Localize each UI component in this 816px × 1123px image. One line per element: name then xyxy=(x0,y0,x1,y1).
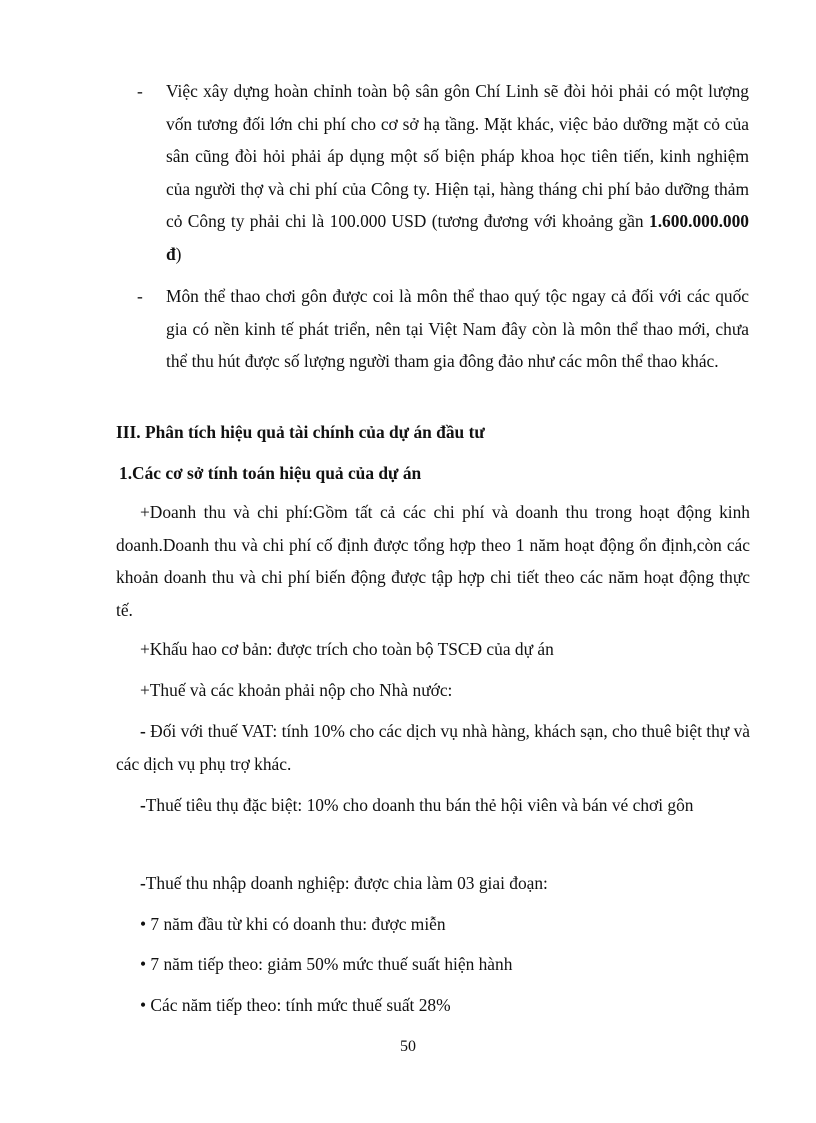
bullet-text: Việc xây dựng hoàn chỉnh toàn bộ sân gôn Chí Linh sẽ đòi hỏi phải có một lượng vốn tương đối lớn chi phí cho cơ sở hạ tầng. Mặt khác, việc bảo dưỡng mặt cỏ của sân cũng đòi hỏi phải áp dụng một số biện pháp khoa học tiên tiến, kinh nghiệm của người thợ và chi phí của Công ty. Hiện tại, hàng tháng chi phí bảo dưỡng thảm cỏ Công ty phải chi là 100.000 USD (tương đương với khoảng gần 1.600.000.000 đ) xyxy=(166,81,749,264)
paragraph-taxes: +Thuế và các khoản phải nộp cho Nhà nước: xyxy=(140,680,453,700)
paragraph-special-tax: -Thuế tiêu thụ đặc biệt: 10% cho doanh thu bán thẻ hội viên và bán vé chơi gôn xyxy=(140,795,694,815)
paragraph-corporate-income-tax: -Thuế thu nhập doanh nghiệp: được chia làm 03 giai đoạn: xyxy=(140,873,548,893)
paragraph-vat: - Đối với thuế VAT: tính 10% cho các dịch vụ nhà hàng, khách sạn, cho thuê biệt thự và các dịch vụ phụ trợ khác. xyxy=(116,721,750,774)
dash-marker: - xyxy=(140,873,146,893)
bullet-item-golf-sport xyxy=(137,280,749,378)
bullet-dash: - xyxy=(137,286,143,306)
dash-marker: - xyxy=(140,721,151,741)
paragraph-revenue-costs: +Doanh thu và chi phí:Gồm tất cả các chi phí và doanh thu trong hoạt động kinh doanh.Doanh thu và chi phí cố định được tổng hợp theo 1 năm hoạt động ổn định,còn các khoản doanh thu và chi phí biến động được tập hợp chi tiết theo các năm hoạt động thực tế. xyxy=(116,502,750,620)
bullet-item-golf-course-costs xyxy=(137,75,749,270)
bold-amount: 1.600.000.000 đ xyxy=(166,211,749,264)
paragraph-depreciation: +Khấu hao cơ bản: được trích cho toàn bộ TSCĐ của dự án xyxy=(140,639,554,659)
dash-marker: - xyxy=(140,795,146,815)
page-number: 50 xyxy=(400,1038,416,1055)
section-heading: III. Phân tích hiệu quả tài chính của dự án đầu tư xyxy=(116,422,485,442)
bullet-text: Môn thể thao chơi gôn được coi là môn thể thao quý tộc ngay cả đối với các quốc gia có nền kinh tế phát triển, nên tại Việt Nam đây còn là môn thể thao mới, chưa thể thu hút được số lượng người tham gia đông đảo như các môn thể thao khác. xyxy=(166,286,749,371)
bullet-dash: - xyxy=(137,81,143,101)
subsection-heading: 1.Các cơ sở tính toán hiệu quả của dự án xyxy=(119,463,422,483)
tax-stage-item: • 7 năm tiếp theo: giảm 50% mức thuế suất hiện hành xyxy=(140,954,513,974)
tax-stage-item: • Các năm tiếp theo: tính mức thuế suất 28% xyxy=(140,995,451,1015)
tax-stage-item: • 7 năm đầu từ khi có doanh thu: được miễn xyxy=(140,914,446,934)
